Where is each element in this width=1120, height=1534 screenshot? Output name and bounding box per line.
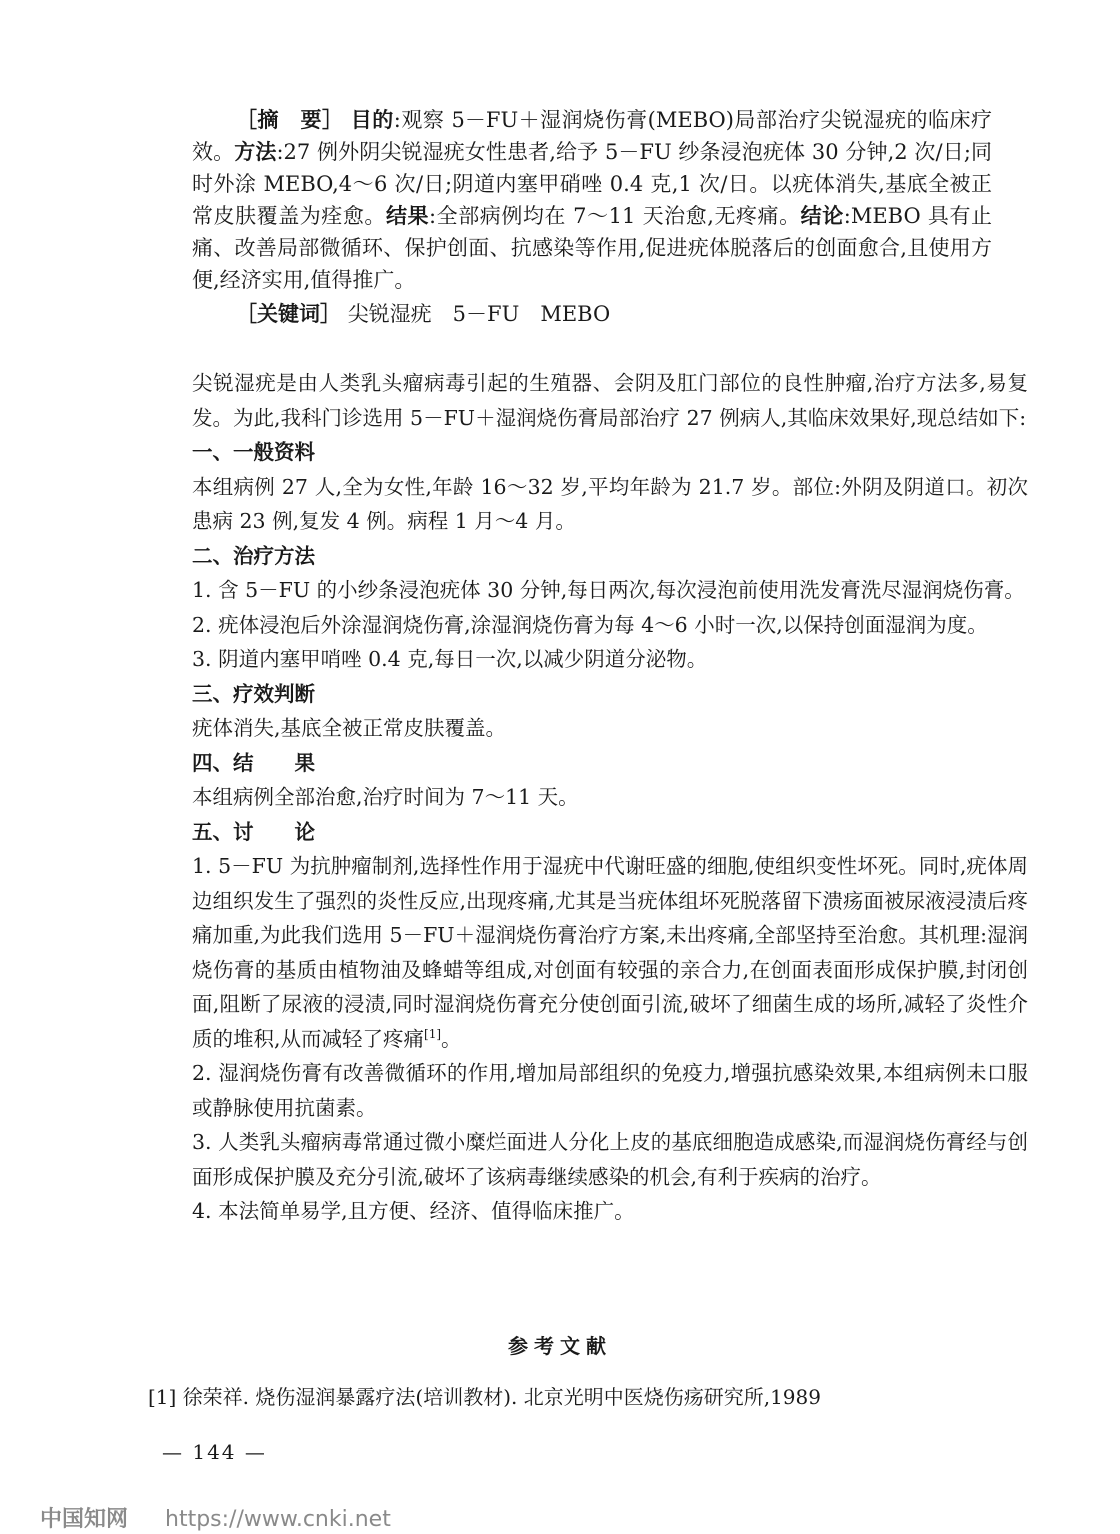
period: 。: [441, 1026, 462, 1051]
discussion-1-text: 1. 5－FU 为抗肿瘤制剂,选择性作用于湿疣中代谢旺盛的细胞,使组织变性坏死。同时,疣体周边组织发生了强烈的炎性反应,出现疼痛,尤其是当疣体组坏死脱落留下溃疡面被尿液浸渍后疼痛加重,为此我们选用 5－FU＋湿润烧伤膏治疗方案,未出疼痛,全部坚持至治愈。其机理:湿润烧伤膏的基质由植物油及蜂蜡等组成,对创面有较强的亲合力,在创面表面形成保护膜,封闭创面,阻断了尿液的浸渍,同时湿润烧伤膏充分使创面引流,破坏了细菌生成的场所,减轻了炎性介质的堆积,从而减轻了疼痛: [192, 854, 1029, 1051]
paragraph: [192, 849, 1028, 1056]
cnki-url[interactable]: https://www.cnki.net: [165, 1507, 391, 1532]
section-heading: 一、一般资料: [192, 440, 315, 464]
paragraph: 本组病例 27 人,全为女性,年龄 16～32 岁,平均年龄为 21.7 岁。部位:外阴及阴道口。初次患病 23 例,复发 4 例。病程 1 月～4 月。: [192, 474, 1028, 533]
paragraph: 疣体消失,基底全被正常皮肤覆盖。: [192, 716, 507, 740]
keywords-label: ［关键词］: [236, 301, 341, 326]
abstract-label: ［摘 要］: [236, 107, 344, 132]
method-label: 方法: [234, 139, 277, 164]
paragraph: 3. 阴道内塞甲哨唑 0.4 克,每日一次,以减少阴道分泌物。: [192, 647, 708, 671]
references-title: 参考文献: [508, 1334, 612, 1358]
section-heading: 四、结 果: [192, 750, 315, 775]
cnki-logo: 中国知网: [40, 1507, 129, 1532]
watermark-footer: [40, 1502, 391, 1533]
paragraph: 1. 含 5－FU 的小纱条浸泡疣体 30 分钟,每日两次,每次浸泡前使用洗发膏洗尽湿润烧伤膏。: [192, 578, 1025, 602]
intro-paragraph: 尖锐湿疣是由人类乳头瘤病毒引起的生殖器、会阴及肛门部位的良性肿瘤,治疗方法多,易复发。为此,我科门诊选用 5－FU＋湿润烧伤膏局部治疗 27 例病人,其临床效果好,现总结如下:: [192, 371, 1028, 430]
paragraph: 本组病例全部治愈,治疗时间为 7～11 天。: [192, 785, 579, 809]
keywords: [192, 298, 992, 330]
keywords-text: 尖锐湿疣 5－FU MEBO: [347, 302, 611, 326]
article-body: [192, 366, 1028, 1229]
page-number: — 144 —: [162, 1440, 267, 1464]
conclusion-text: :MEBO 具有止痛、改善局部微循环、保护创面、抗感染等作用,促进疣体脱落后的创面愈合,且使用方便,经济实用,值得推广。: [192, 204, 993, 292]
paragraph: 3. 人类乳头瘤病毒常通过微小糜烂面进人分化上皮的基底细胞造成感染,而湿润烧伤膏经与创面形成保护膜及充分引流,破坏了该病毒继续感染的机会,有利于疾病的治疗。: [192, 1130, 1028, 1189]
paragraph: 2. 疣体浸泡后外涂湿润烧伤膏,涂湿润烧伤膏为每 4～6 小时一次,以保持创面湿润为度。: [192, 612, 988, 637]
method-text: :27 例外阴尖锐湿疣女性患者,给予 5－FU 纱条浸泡疣体 30 分钟,2 次/日;同时外涂 MEBO,4～6 次/日;阴道内塞甲硝唑 0.4 克,1 次/日。以疣体消失,基底全被正常皮肤覆盖为痊愈。: [192, 140, 992, 228]
abstract: [192, 104, 992, 330]
citation-mark: [1]: [424, 1026, 442, 1041]
result-text: :全部病例均在 7～11 天治愈,无疼痛。: [429, 204, 801, 228]
section-heading: 二、治疗方法: [192, 543, 315, 568]
paragraph: 4. 本法简单易学,且方便、经济、值得临床推广。: [192, 1199, 635, 1223]
reference-item: [1] 徐荣祥. 烧伤湿润暴露疗法(培训教材). 北京光明中医烧伤疡研究所,1989: [148, 1385, 821, 1409]
result-label: 结果: [385, 203, 430, 228]
objective-text: :观察 5－FU＋湿润烧伤膏(MEBO)局部治疗尖锐湿疣的临床疗效。: [192, 108, 992, 164]
objective-label: 目的: [350, 107, 394, 132]
section-heading: 五、讨 论: [192, 819, 315, 844]
section-heading: 三、疗效判断: [192, 681, 315, 706]
paragraph: 2. 湿润烧伤膏有改善微循环的作用,增加局部组织的免疫力,增强抗感染效果,本组病例未口服或静脉使用抗菌素。: [192, 1061, 1028, 1120]
conclusion-label: 结论: [800, 203, 844, 228]
abstract-paragraph: [192, 104, 992, 296]
